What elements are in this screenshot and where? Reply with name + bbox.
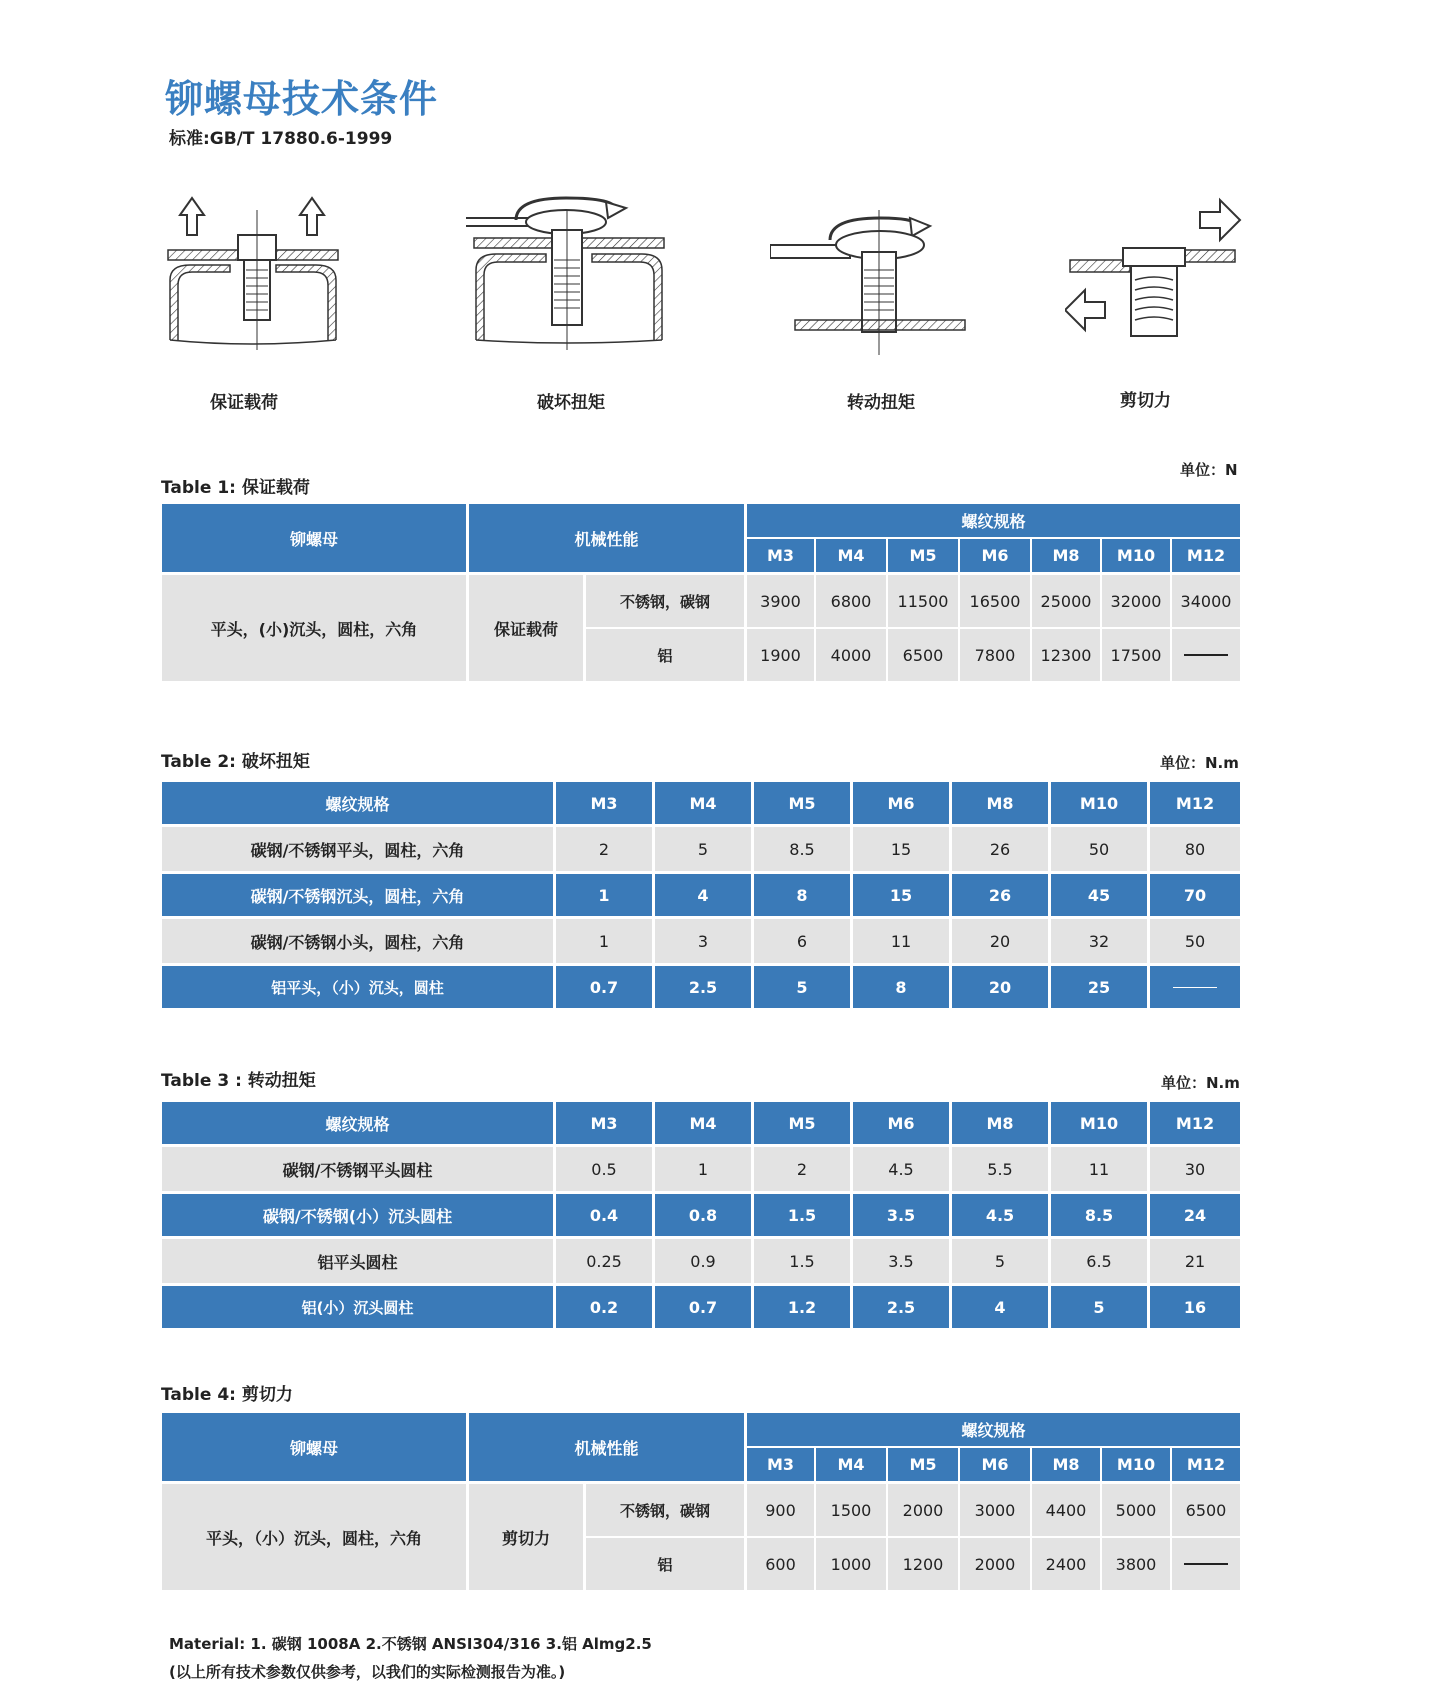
table1-cell: 17500 — [1102, 629, 1170, 681]
table2-cell: 45 — [1051, 874, 1147, 916]
table3-size-m3: M3 — [556, 1102, 652, 1144]
table4-row-mech: 剪切力 — [469, 1484, 583, 1590]
table2-cell: 3 — [655, 919, 751, 963]
table1-row-type: 平头，(小)沉头，圆柱，六角 — [162, 575, 466, 681]
diagram-label-rotation-torque: 转动扭矩 — [847, 393, 915, 413]
dash-icon — [1173, 987, 1217, 988]
table2-cell: 32 — [1051, 919, 1147, 963]
table2-cell: 70 — [1150, 874, 1240, 916]
table1-cell: 1900 — [747, 629, 814, 681]
table1-cell: 4000 — [816, 629, 886, 681]
table1-size-m12: M12 — [1172, 539, 1240, 572]
table3-row-label: 碳钢/不锈钢平头圆柱 — [162, 1147, 553, 1191]
table3-size-m5: M5 — [754, 1102, 850, 1144]
table2-cell: 5 — [754, 966, 850, 1008]
rotation-torque-diagram-icon — [770, 190, 970, 360]
table3-cell: 24 — [1150, 1194, 1240, 1236]
table2-cell: 11 — [853, 919, 949, 963]
table4-size-m10: M10 — [1102, 1448, 1170, 1481]
table2-cell: 20 — [952, 966, 1048, 1008]
table3-cell: 16 — [1150, 1286, 1240, 1328]
table3-size-m12: M12 — [1150, 1102, 1240, 1144]
diagram-label-proof-load: 保证载荷 — [210, 393, 278, 413]
table1-header-thread: 螺纹规格 — [747, 504, 1240, 537]
table1-size-m10: M10 — [1102, 539, 1170, 572]
standard-subtitle: 标准:GB/T 17880.6-1999 — [169, 129, 393, 149]
table3-cell: 11 — [1051, 1147, 1147, 1191]
table4-cell-empty — [1172, 1538, 1240, 1590]
table1-unit: 单位：N — [1180, 461, 1238, 479]
dash-icon — [1184, 654, 1228, 656]
table3-cell: 5 — [952, 1239, 1048, 1283]
table1-size-m3: M3 — [747, 539, 814, 572]
table2-cell: 15 — [853, 874, 949, 916]
table3-size-m8: M8 — [952, 1102, 1048, 1144]
table2-size-m4: M4 — [655, 782, 751, 824]
table2-size-m3: M3 — [556, 782, 652, 824]
table1-size-m6: M6 — [960, 539, 1030, 572]
table4-cell: 5000 — [1102, 1484, 1170, 1536]
table2-cell: 8 — [754, 874, 850, 916]
table2-size-m5: M5 — [754, 782, 850, 824]
table4-header-rivet: 铆螺母 — [162, 1413, 466, 1481]
table2-row-label: 碳钢/不锈钢小头，圆柱，六角 — [162, 919, 553, 963]
table3-unit: 单位：N.m — [1161, 1074, 1240, 1092]
table1-cell-empty — [1172, 629, 1240, 681]
table2-cell: 8.5 — [754, 827, 850, 871]
table4-row-type: 平头，（小）沉头，圆柱，六角 — [162, 1484, 466, 1590]
table2-cell: 50 — [1051, 827, 1147, 871]
table2-size-m6: M6 — [853, 782, 949, 824]
dash-icon — [1184, 1563, 1228, 1565]
table1-cell: 12300 — [1032, 629, 1100, 681]
table4-header-thread: 螺纹规格 — [747, 1413, 1240, 1446]
table2-cell: 8 — [853, 966, 949, 1008]
table2-cell: 1 — [556, 919, 652, 963]
table1-cell: 25000 — [1032, 575, 1100, 627]
table3-size-m6: M6 — [853, 1102, 949, 1144]
table1-cell: 6500 — [888, 629, 958, 681]
footnotes — [169, 1630, 652, 1686]
table4-size-m6: M6 — [960, 1448, 1030, 1481]
table2-row-label: 碳钢/不锈钢平头，圆柱，六角 — [162, 827, 553, 871]
table4-cell: 2000 — [888, 1484, 958, 1536]
table3-cell: 4.5 — [853, 1147, 949, 1191]
table1-cell: 7800 — [960, 629, 1030, 681]
page-title: 铆螺母技术条件 — [165, 77, 439, 121]
table2-cell: 20 — [952, 919, 1048, 963]
table4-size-m5: M5 — [888, 1448, 958, 1481]
table3-cell: 0.2 — [556, 1286, 652, 1328]
table1-size-m8: M8 — [1032, 539, 1100, 572]
table2-cell: 2 — [556, 827, 652, 871]
table4-material-aluminium: 铝 — [586, 1538, 744, 1590]
table1-cell: 16500 — [960, 575, 1030, 627]
table1-title: Table 1: 保证载荷 — [161, 478, 310, 498]
table3-cell: 0.5 — [556, 1147, 652, 1191]
table1-row-mech: 保证载荷 — [469, 575, 583, 681]
table1-header-rivet: 铆螺母 — [162, 504, 466, 572]
table2-header-thread: 螺纹规格 — [162, 782, 553, 824]
diagram-label-failure-torque: 破坏扭矩 — [537, 393, 605, 413]
table2-cell: 80 — [1150, 827, 1240, 871]
table1-size-m5: M5 — [888, 539, 958, 572]
table3-cell: 0.4 — [556, 1194, 652, 1236]
table4-cell: 1500 — [816, 1484, 886, 1536]
table2-cell: 26 — [952, 874, 1048, 916]
table1-cell: 3900 — [747, 575, 814, 627]
table4-header-mech: 机械性能 — [469, 1413, 744, 1481]
table3-cell: 0.25 — [556, 1239, 652, 1283]
table2-size-m8: M8 — [952, 782, 1048, 824]
table3-size-m10: M10 — [1051, 1102, 1147, 1144]
table2-row-label: 铝平头，（小）沉头，圆柱 — [162, 966, 553, 1008]
table4-size-m12: M12 — [1172, 1448, 1240, 1481]
table1-size-m4: M4 — [816, 539, 886, 572]
table3-cell: 0.8 — [655, 1194, 751, 1236]
table3-cell: 0.7 — [655, 1286, 751, 1328]
table1-material-steel: 不锈钢，碳钢 — [586, 575, 744, 627]
table2-cell: 4 — [655, 874, 751, 916]
table4-cell: 600 — [747, 1538, 814, 1590]
proof-load-diagram-icon — [160, 190, 350, 360]
table3-size-m4: M4 — [655, 1102, 751, 1144]
table3-cell: 1.2 — [754, 1286, 850, 1328]
table3-cell: 5.5 — [952, 1147, 1048, 1191]
table1-material-aluminium: 铝 — [586, 629, 744, 681]
table1-cell: 6800 — [816, 575, 886, 627]
table3-cell: 4 — [952, 1286, 1048, 1328]
table1-cell: 34000 — [1172, 575, 1240, 627]
table2-row-label: 碳钢/不锈钢沉头，圆柱，六角 — [162, 874, 553, 916]
table3-cell: 3.5 — [853, 1239, 949, 1283]
diagram-label-shear-force: 剪切力 — [1120, 391, 1171, 411]
table2-cell: 50 — [1150, 919, 1240, 963]
table4-cell: 1000 — [816, 1538, 886, 1590]
table2-cell: 1 — [556, 874, 652, 916]
disclaimer-note: (以上所有技术参数仅供参考，以我们的实际检测报告为准。) — [169, 1663, 566, 1681]
table4-cell: 3800 — [1102, 1538, 1170, 1590]
table3-cell: 8.5 — [1051, 1194, 1147, 1236]
table2-cell: 6 — [754, 919, 850, 963]
failure-torque-diagram-icon — [466, 190, 676, 360]
table3-row-label: 铝平头圆柱 — [162, 1239, 553, 1283]
table3-cell: 5 — [1051, 1286, 1147, 1328]
table1-header-mech: 机械性能 — [469, 504, 744, 572]
table4-material-steel: 不锈钢，碳钢 — [586, 1484, 744, 1536]
table2-cell: 15 — [853, 827, 949, 871]
table3-header-thread: 螺纹规格 — [162, 1102, 553, 1144]
table4-size-m3: M3 — [747, 1448, 814, 1481]
table3-row-label: 碳钢/不锈钢(小）沉头圆柱 — [162, 1194, 553, 1236]
table2-size-m10: M10 — [1051, 782, 1147, 824]
table2-cell: 2.5 — [655, 966, 751, 1008]
table2-unit: 单位：N.m — [1160, 754, 1239, 772]
material-note: Material: 1. 碳钢 1008A 2.不锈钢 ANSI304/316 3.铝 Almg2.5 — [169, 1635, 652, 1653]
table4-cell: 6500 — [1172, 1484, 1240, 1536]
table1-cell: 32000 — [1102, 575, 1170, 627]
table2-cell: 0.7 — [556, 966, 652, 1008]
table3-cell: 30 — [1150, 1147, 1240, 1191]
table4-cell: 900 — [747, 1484, 814, 1536]
table4-size-m4: M4 — [816, 1448, 886, 1481]
table3-cell: 2.5 — [853, 1286, 949, 1328]
table3-title: Table 3 : 转动扭矩 — [161, 1071, 316, 1091]
table3-cell: 6.5 — [1051, 1239, 1147, 1283]
table3-row-label: 铝(小）沉头圆柱 — [162, 1286, 553, 1328]
table4-cell: 3000 — [960, 1484, 1030, 1536]
table3-cell: 4.5 — [952, 1194, 1048, 1236]
table2-title: Table 2: 破坏扭矩 — [161, 752, 310, 772]
table4-title: Table 4: 剪切力 — [161, 1385, 293, 1405]
table3-cell: 3.5 — [853, 1194, 949, 1236]
table2-cell: 5 — [655, 827, 751, 871]
table2-size-m12: M12 — [1150, 782, 1240, 824]
table3-cell: 1 — [655, 1147, 751, 1191]
table3-cell: 0.9 — [655, 1239, 751, 1283]
table3-cell: 1.5 — [754, 1194, 850, 1236]
shear-force-diagram-icon — [1065, 190, 1245, 360]
table2-cell-empty — [1150, 966, 1240, 1008]
table2-cell: 25 — [1051, 966, 1147, 1008]
table2-cell: 26 — [952, 827, 1048, 871]
table3-cell: 2 — [754, 1147, 850, 1191]
table4-cell: 4400 — [1032, 1484, 1100, 1536]
table3-cell: 21 — [1150, 1239, 1240, 1283]
table3-cell: 1.5 — [754, 1239, 850, 1283]
table4-cell: 2400 — [1032, 1538, 1100, 1590]
table4-size-m8: M8 — [1032, 1448, 1100, 1481]
table4-cell: 1200 — [888, 1538, 958, 1590]
table4-cell: 2000 — [960, 1538, 1030, 1590]
table1-cell: 11500 — [888, 575, 958, 627]
